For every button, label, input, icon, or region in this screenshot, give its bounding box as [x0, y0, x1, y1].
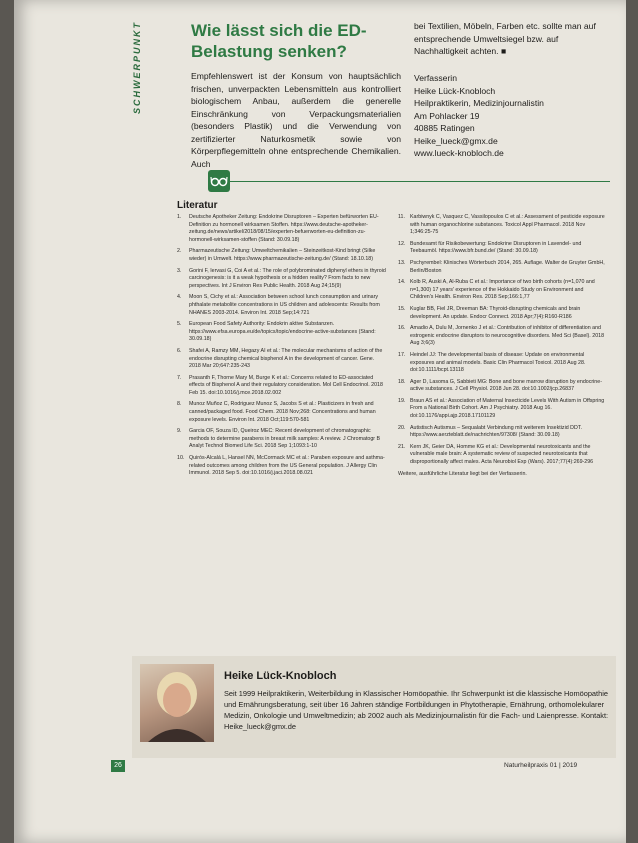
bio-name: Heike Lück-Knobloch — [224, 670, 337, 682]
reference-text: Deutsche Apotheker Zeitung: Endokrine Disruptoren – Experten befürworten EU-Definition zu hormonell wirksamen Stoffen. https://www.deutsche-apotheker-zeitung.de/news/artikel/2018/08/15/experten-befuerworten-eu-definition-zu-hormonell-wirksamen-stoffen (Stand: 30.09.18) — [189, 214, 379, 243]
reference-text: Karbiwnyk C, Vasquez C, Vassilopoulos C et al.: Assessment of pesticide exposure with human organochlorine substances. Toxicol Appl Pharmacol. 2018 Nov 1;346:25-75 — [410, 214, 605, 236]
author-block — [414, 72, 614, 160]
reference-item — [398, 352, 607, 375]
references — [177, 214, 607, 482]
footer-issue: Naturheilpraxis 01 | 2019 — [504, 762, 578, 769]
reference-item — [177, 401, 386, 424]
author-label: Verfasserin — [414, 73, 457, 83]
reference-item — [398, 214, 607, 237]
reference-number: 13. — [398, 259, 406, 266]
author-bio-box — [132, 656, 616, 758]
reference-number: 5. — [177, 321, 182, 328]
reference-text: Prasanth F, Thorne Mary M, Burge K et al.: Concerns related to ED-associated effects of Bisphenol A and their regulatory consideration. Mol Cell Endocrinol. 2018 Feb 15. doi:10.1016/j.mce.2018.02.002 — [189, 374, 383, 396]
reference-number: 21. — [398, 443, 406, 450]
reference-text: Quirós-Alcalá L, Hansel NN, McCormack MC et al.: Paraben exposure and asthma-related outcomes among children from the US General population. J Allergy Clin Immunol. 2018 Sep 5. doi:10.1016/j.jaci.2018.08.021 — [189, 455, 385, 477]
reference-text: Kolb R, Auski A, Al-Ruba C et al.: Importance of two birth cohorts (n=1,070 and n=1,300) 17 years' experience of the Hokkaido Study on Environment and Children's Health. Environ Res. 2018 Sep;166:1,77 — [410, 279, 595, 301]
right-column-text: bei Textilien, Möbeln, Farben etc. sollte man auf entsprechende Umweltsiegel bzw. auf Nachhaltigkeit achten. ■ — [414, 21, 596, 56]
reference-number: 4. — [177, 294, 182, 301]
reference-text: Kern JK, Geier DA, Homme KG et al.: Developmental neurotoxicants and the vulnerable male brain: A systematic review of suspected neurotoxicants that disproportionally affect males. Acta Neurobiol Exp (Wars). 2017;77(4):269-296 — [410, 443, 594, 466]
reference-item — [177, 428, 386, 451]
reference-number: 16. — [398, 325, 406, 332]
reference-number: 15. — [398, 305, 406, 312]
article-title: Wie lässt sich die ED-Belastung senken? — [191, 21, 367, 61]
reference-number: 19. — [398, 397, 406, 404]
reference-text: Garcia OF, Souza ID, Queiroz MEC: Recent development of chromatographic methods to determine parabens in breast milk samples: A review. J Chromatogr B Analyt Technol Biomed Life Sci. 2018 Sep 1;1093:1-10 — [189, 428, 381, 450]
reference-number: 18. — [398, 378, 406, 385]
reference-text: Heindel JJ: The developmental basis of disease: Update on environmental exposures and animal models. Basic Clin Pharmacol Toxicol. 2018 Aug 28. doi:10.1111/bcpt.13118 — [410, 351, 586, 374]
reference-number: 10. — [177, 455, 185, 462]
reference-text: Bundesamt für Risikobewertung: Endokrine Disruptoren in Lavendel- und Teebaumöl. https://www.bfr.bund.de/ (Stand: 30.09.18) — [410, 240, 582, 255]
reference-item — [177, 214, 386, 244]
references-right-wrapper — [398, 214, 607, 482]
reference-number: 7. — [177, 374, 182, 381]
reference-number: 9. — [177, 428, 182, 435]
author-website: www.lueck-knobloch.de — [414, 148, 504, 158]
reference-item — [177, 375, 386, 398]
author-photo — [140, 664, 214, 742]
reference-item — [177, 294, 386, 317]
reference-number: 14. — [398, 279, 406, 286]
intro-paragraph: Empfehlenswert ist der Konsum von hauptsächlich frischen, unverpackten Lebensmitteln aus kontrolliert biologischem Anbau, außerdem die generelle Einschränkung von Verpackungsmaterialien (besonders Plastik) und die Verwendung von zertifizierter Naturkosmetik sowie von Körperpflegemitteln ohne entsprechende Chemikalien. Auch — [191, 71, 401, 169]
author-street: Am Pohlacker 19 — [414, 110, 480, 121]
reference-number: 8. — [177, 401, 182, 408]
page-number: 26 — [111, 760, 125, 772]
author-name: Heike Lück-Knobloch — [414, 85, 496, 96]
reference-number: 6. — [177, 347, 182, 354]
references-note: Weitere, ausführliche Literatur liegt bei der Verfasserin. — [398, 470, 527, 477]
reference-text: European Food Safety Authority: Endokrin aktive Substanzen. https://www.efsa.europa.eu/de/topics/topic/endocrine-active-substances (Stand: 30.09.18) — [189, 321, 376, 343]
author-role: Heilpraktikerin, Medizinjournalistin — [414, 98, 544, 108]
reference-text: Pharmazeutische Zeitung: Umweltchemikalien – Steinzeitkost-Kind bringt (Silke wieder) in Umwelt. https://www.pharmazeutische-zeitung.de/ (Stand: 18.10.18) — [189, 248, 376, 262]
reference-item — [398, 425, 607, 440]
reference-item — [177, 455, 386, 478]
reference-text: Munoz Muñoz C, Rodriguez Munoz S, Jacobs S et al.: Plasticizers in fresh and canned/packaged food. Food Chem. 2018 Nov;268: Concentrations and human exposure levels. Environ Int. 2018 Oct;119:570-581 — [189, 401, 376, 423]
reference-text: Braun AS et al.: Association of Maternal Insecticide Levels With Autism in Offspring From a National Birth Cohort. Am J Psychiatry. 2018 Aug 16. doi:10.1176/appi.ajp.2018.17101129 — [410, 397, 605, 420]
references-right-column — [398, 214, 607, 467]
author-email: Heike_lueck@gmx.de — [414, 135, 498, 146]
section-divider — [174, 170, 614, 194]
reference-text: Gorini F, Iervasi G, Coi A et al.: The role of polybrominated diphenyl ethers in thyroid carcinogenesis: is it a weak hypothesis or a hidden reality? From facts to new perspectives. Int J Environ Res Public Health. 2018 Aug 24;15(9) — [189, 267, 386, 289]
section-label: SCHWERPUNKT — [132, 21, 142, 114]
reference-text: Shafei A, Ramzy MM, Hegazy AI et al.: The molecular mechanisms of action of the endocrine disrupting chemical bisphenol A in the development of cancer. Gene. 2018 Mar 20;647:235-243 — [189, 347, 383, 370]
reference-item — [177, 268, 386, 291]
reference-text: Moon S, Cichy et al.: Association between school lunch consumption and urinary phthalate metabolite concentrations in US children and adolescents: Results from NHANES 2003-2014. Environ Int. 2018 Sep;14:721 — [189, 294, 380, 316]
reference-number: 12. — [398, 240, 406, 247]
reference-number: 2. — [177, 248, 182, 255]
reference-item — [398, 260, 607, 275]
reference-number: 17. — [398, 351, 406, 358]
reference-item — [177, 321, 386, 344]
reference-item — [398, 306, 607, 321]
reference-text: Autistisch Autismus – Sequalabt Verbindung mit weiterem Insektizid DDT. https://www.aerzteblatt.de/nachrichten/97308/ (Stand: 30.09.18) — [410, 424, 582, 439]
reference-item — [177, 248, 386, 263]
reference-number: 20. — [398, 424, 406, 431]
reference-text: Ager D, Lasoma G, Sabbieti MG: Bone and bone marrow disruption by endocrine-active substances. J Cell Physiol. 2018 Jun 28. doi:10.1002/jcp.26837 — [410, 378, 602, 393]
references-left-column — [177, 214, 386, 482]
reference-item — [398, 379, 607, 394]
reference-number: 3. — [177, 267, 182, 274]
reference-item — [177, 348, 386, 371]
reference-number: 11. — [398, 214, 405, 220]
reference-text: Kuglar BB, Fiel JR, Dreeman BA: Thyroid-disrupting chemicals and brain development. An update. Endocr Connect. 2018 Apr;7(4):R160-R186 — [410, 305, 581, 320]
glasses-icon — [208, 170, 230, 192]
reference-item — [398, 241, 607, 256]
author-city: 40885 Ratingen — [414, 123, 475, 133]
reference-text: Pschyrembel: Klinisches Wörterbuch 2014, 265. Auflage. Walter de Gruyter GmbH, Berlin/Boston — [410, 259, 605, 274]
magazine-page — [14, 0, 626, 843]
reference-number: 1. — [177, 214, 182, 220]
literature-heading: Literatur — [177, 200, 218, 211]
reference-text: Amadio A, Dulu M, Jornenko J et al.: Contribution of inhibitor of differentiation and estrogenic endocrine disruptors to neurocognitive disorders. Med Sci (Basel). 2018 Aug 3;6(3) — [410, 325, 605, 347]
reference-item — [398, 325, 607, 348]
reference-item — [398, 279, 607, 302]
bio-text: Seit 1999 Heilpraktikerin, Weiterbildung in Klassischer Homöopathie. Ihr Schwerpunkt ist die klassische Homöopathie und Ernährungsberatung, seit über 16 Jahren ständige Fortbildungen in Phytotherapie, Ernährung, orthomolekularer Medizin, Onkologie und Umweltmedizin; ab 2002 auch als Medizinjournalistin für die Fach- und Laienpresse. Kontakt: Heike_lueck@gmx.de — [224, 689, 609, 731]
divider-rule — [230, 181, 610, 182]
reference-item — [398, 444, 607, 467]
reference-item — [398, 398, 607, 421]
